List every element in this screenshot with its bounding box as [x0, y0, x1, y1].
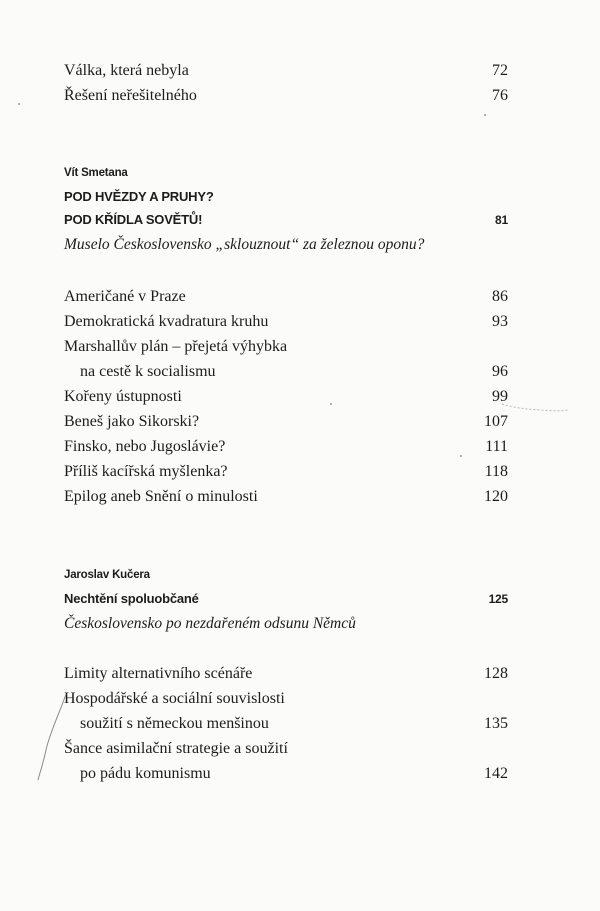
toc-entry-title: Příliš kacířská myšlenka?	[64, 463, 228, 480]
toc-entry	[64, 739, 508, 759]
toc-entry-page: 99	[492, 388, 508, 405]
toc-entry-page: 128	[484, 665, 508, 682]
toc-entry	[64, 362, 508, 382]
pencil-mark	[500, 400, 570, 416]
chapter-title-text: POD KŘÍDLA SOVĚTŮ!	[64, 212, 203, 227]
toc-entry-page: 118	[484, 463, 508, 480]
chapter-title-text: POD HVĚZDY A PRUHY?	[64, 189, 214, 204]
toc-entry-page: 86	[492, 288, 508, 305]
toc-entry-title: po pádu komunismu	[80, 765, 211, 782]
chapter-author: Vít Smetana	[64, 167, 128, 179]
toc-entry-title: Válka, která nebyla	[64, 62, 189, 79]
chapter-page: 81	[495, 213, 508, 227]
chapter-author: Jaroslav Kučera	[64, 569, 150, 581]
scan-speck	[484, 114, 486, 116]
toc-entry-title: Řešení neřešitelného	[64, 87, 197, 104]
toc-entry	[64, 664, 508, 684]
toc-entry-title: Marshallův plán – přejetá výhybka	[64, 338, 288, 355]
toc-entry-title: Američané v Praze	[64, 288, 186, 305]
toc-entry-page: 111	[485, 438, 508, 455]
chapter-title-text: Nechtění spoluobčané	[64, 591, 199, 606]
toc-entry	[64, 61, 508, 81]
chapter-subtitle: Československo po nezdařeném odsunu Němců	[64, 615, 356, 632]
scan-speck	[330, 403, 332, 405]
pencil-mark	[36, 692, 76, 782]
toc-entry-title: Epilog aneb Snění o minulosti	[64, 488, 258, 505]
toc-entry-title: Finsko, nebo Jugoslávie?	[64, 438, 226, 455]
toc-entry-page: 107	[484, 413, 508, 430]
toc-entry-title: Kořeny ústupnosti	[64, 388, 182, 405]
toc-entry-page: 72	[492, 62, 508, 79]
toc-entry-title: na cestě k socialismu	[80, 363, 216, 380]
toc-entry-title: Šance asimilační strategie a soužití	[64, 740, 288, 757]
toc-entry	[64, 412, 508, 432]
scan-speck	[460, 455, 462, 457]
toc-entry-title: Demokratická kvadratura kruhu	[64, 313, 269, 330]
toc-entry-page: 120	[484, 488, 508, 505]
chapter-title-line	[64, 590, 508, 608]
toc-entry	[64, 714, 508, 734]
toc-entry	[64, 437, 508, 457]
chapter-subtitle: Muselo Československo „sklouznout“ za železnou oponu?	[64, 236, 425, 253]
chapter-title-line	[64, 188, 508, 206]
toc-entry	[64, 689, 508, 709]
scan-speck	[18, 103, 20, 105]
toc-entry	[64, 387, 508, 407]
toc-entry	[64, 764, 508, 784]
toc-entry-page: 142	[484, 765, 508, 782]
chapter-page: 125	[488, 592, 508, 606]
toc-entry-title: Hospodářské a sociální souvislosti	[64, 690, 285, 707]
toc-entry-title: Limity alternativního scénáře	[64, 665, 253, 682]
toc-entry	[64, 86, 508, 106]
toc-entry	[64, 462, 508, 482]
chapter-title-line	[64, 211, 508, 229]
toc-entry-page: 135	[484, 715, 508, 732]
toc-entry	[64, 487, 508, 507]
toc-entry	[64, 312, 508, 332]
toc-entry-page: 76	[492, 87, 508, 104]
toc-entry-page: 93	[492, 313, 508, 330]
toc-entry-title: Beneš jako Sikorski?	[64, 413, 200, 430]
toc-entry-page: 96	[492, 363, 508, 380]
toc-entry	[64, 337, 508, 357]
toc-entry	[64, 287, 508, 307]
toc-entry-title: soužití s německou menšinou	[80, 715, 269, 732]
